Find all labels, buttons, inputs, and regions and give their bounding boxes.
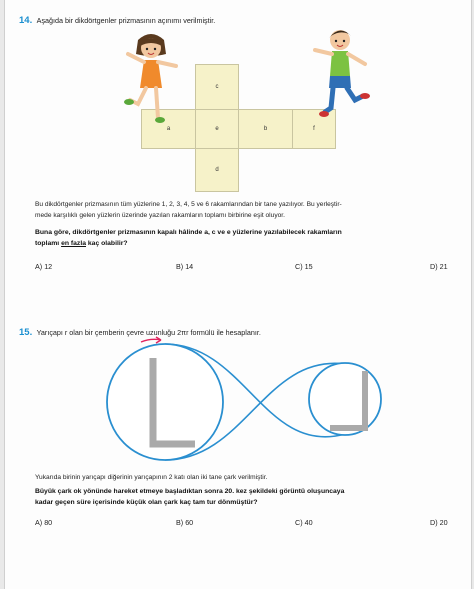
net-face-b: b bbox=[238, 109, 293, 149]
question-line: Büyük çark ok yönünde hareket etmeye başladıktan sonra 20. kez şekildeki görüntü oluşuncaya bbox=[35, 488, 345, 495]
net-face-f: f bbox=[292, 109, 336, 149]
small-wheel bbox=[309, 363, 381, 435]
option-a[interactable]: A) 12 bbox=[35, 262, 53, 271]
question-line: toplamı en fazla kaç olabilir? bbox=[35, 239, 128, 247]
question-line: kadar geçen süre içerisinde küçük olan çark kaç tam tur dönmüştür? bbox=[35, 498, 258, 506]
option-a[interactable]: A) 80 bbox=[35, 518, 53, 527]
option-b[interactable]: B) 14 bbox=[176, 262, 194, 271]
boy-illustration bbox=[305, 24, 375, 124]
question-14-body bbox=[35, 200, 465, 221]
option-c[interactable]: C) 15 bbox=[295, 262, 313, 271]
question-number: 15. bbox=[19, 327, 33, 338]
question-14-question bbox=[35, 228, 465, 249]
net-face-c: c bbox=[195, 64, 239, 110]
net-face-e: e bbox=[195, 109, 239, 149]
option-b[interactable]: B) 60 bbox=[176, 518, 194, 527]
wheels-figure bbox=[95, 336, 405, 468]
option-c[interactable]: C) 40 bbox=[295, 518, 313, 527]
body-line: Yukarıda birinin yarıçapı diğerinin yarıçapının 2 katı olan iki tane çark verilmiştir. bbox=[35, 474, 268, 481]
net-face-d: d bbox=[195, 148, 239, 192]
worksheet-page bbox=[4, 0, 472, 589]
body-line: Bu dikdörtgenler prizmasının tüm yüzlerine 1, 2, 3, 4, 5 ve 6 rakamlarından bir tane yazılıyor. Bu yerleştir- bbox=[35, 201, 342, 208]
net-face-a: a bbox=[141, 109, 196, 149]
option-d[interactable]: D) 21 bbox=[430, 262, 448, 271]
question-line: Buna göre, dikdörtgenler prizmasının kapalı hâlinde a, c ve e yüzlerine yazılabilecek rakamların bbox=[35, 229, 342, 236]
question-number: 14. bbox=[19, 15, 33, 26]
question-14-header bbox=[19, 10, 215, 28]
body-line: mede karşılıklı gelen yüzlerin üzerinde yazılan rakamların toplamı birbirine eşit oluyor. bbox=[35, 211, 285, 219]
question-15-body bbox=[35, 473, 465, 484]
girl-illustration bbox=[116, 30, 186, 126]
question-15-question bbox=[35, 487, 471, 508]
question-prompt: Aşağıda bir dikdörtgenler prizmasının açınımı verilmiştir. bbox=[36, 16, 216, 25]
option-d[interactable]: D) 20 bbox=[430, 518, 448, 527]
question-prompt: Yarıçapı r olan bir çemberin çevre uzunluğu 2πr formülü ile hesaplanır. bbox=[36, 328, 261, 337]
